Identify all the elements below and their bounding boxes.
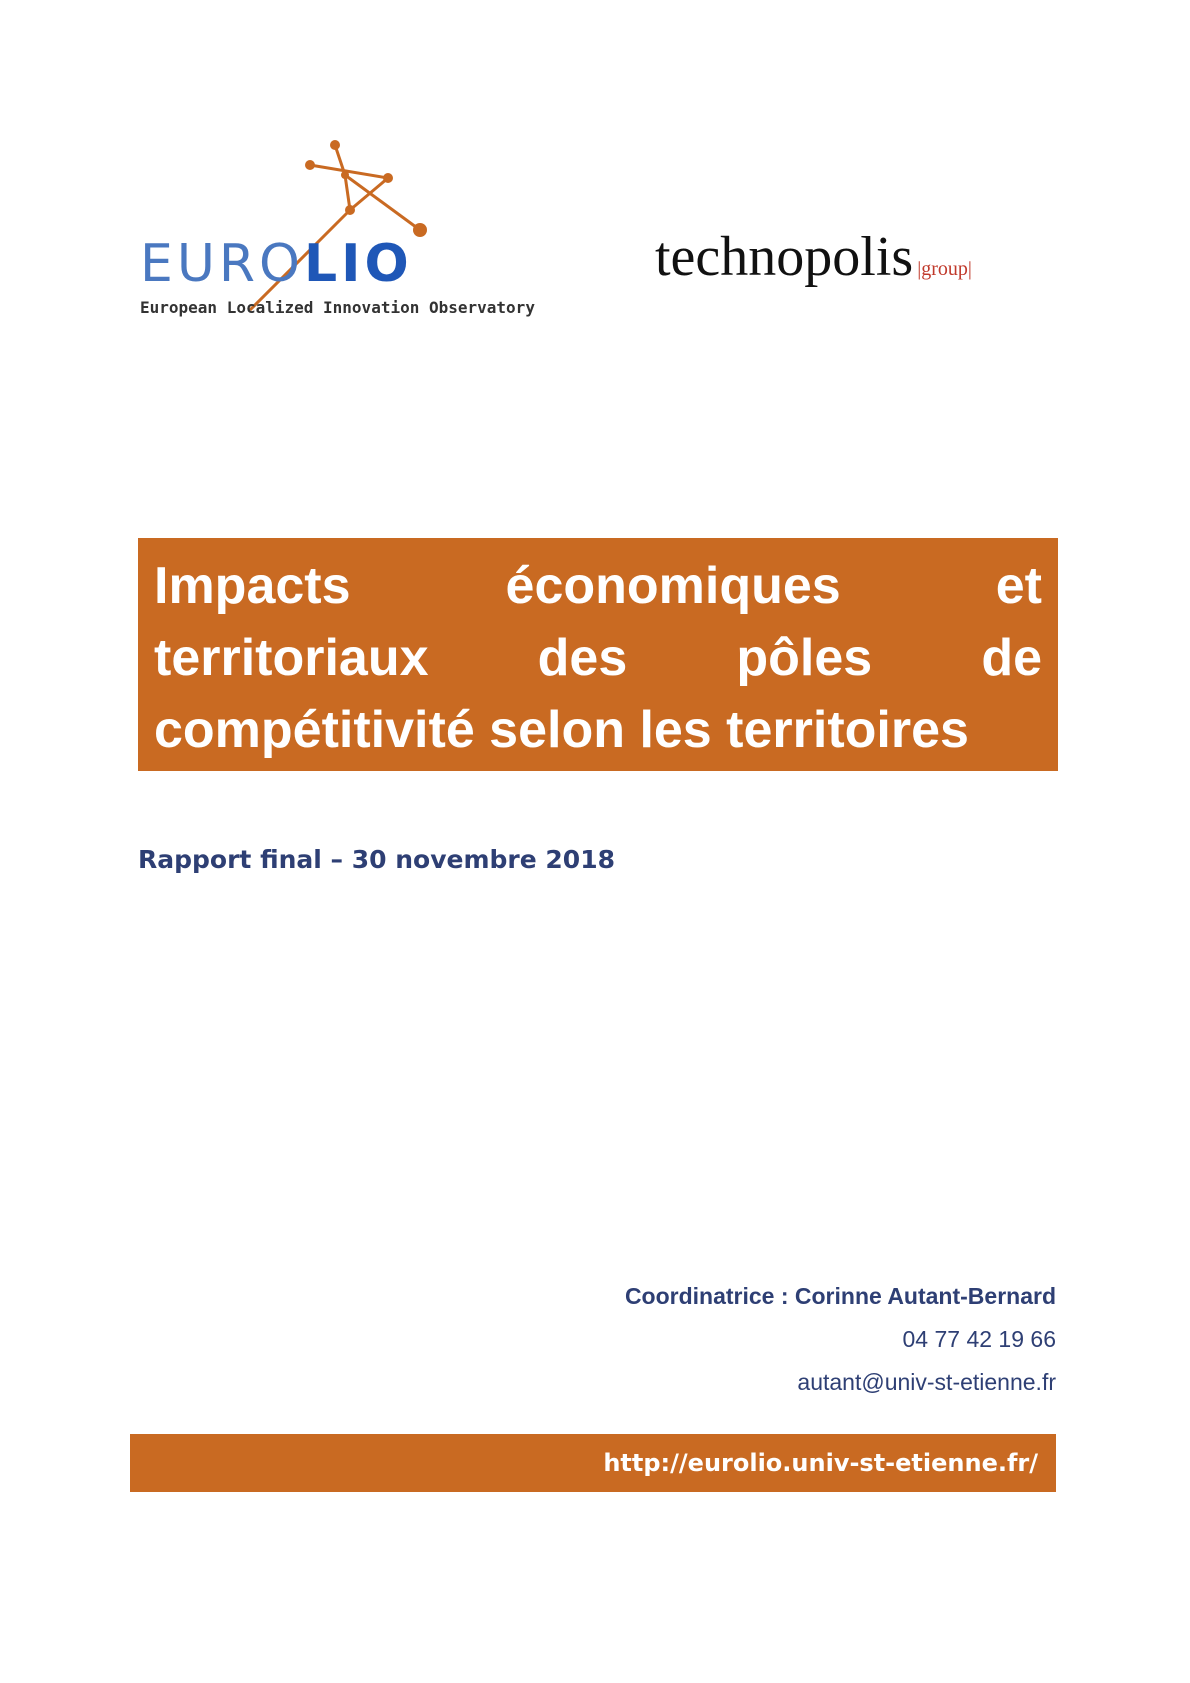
document-title: Impacts économiques et territoriaux des pôles de compétitivité selon les territoires: [154, 557, 1042, 759]
website-banner: [130, 1434, 1056, 1492]
email-address[interactable]: autant@univ-st-etienne.fr: [797, 1369, 1056, 1395]
eurolio-logo: [140, 140, 535, 320]
phone-number: 04 77 42 19 66: [902, 1326, 1056, 1352]
contact-block: [625, 1275, 1056, 1404]
technopolis-group-label: |group|: [917, 258, 972, 280]
title-banner: [138, 538, 1058, 771]
technopolis-wordmark: technopolis: [655, 226, 914, 288]
technopolis-logo: [655, 225, 972, 289]
eurolio-word-lio: LIO: [303, 234, 413, 294]
website-link[interactable]: http://eurolio.univ-st-etienne.fr/: [603, 1449, 1038, 1477]
eurolio-tagline: European Localized Innovation Observatory: [140, 298, 535, 317]
report-subtitle: Rapport final – 30 novembre 2018: [138, 845, 615, 874]
coordinator-line: Coordinatrice : Corinne Autant-Bernard: [624, 1283, 1056, 1309]
eurolio-word-euro: EURO: [140, 234, 304, 294]
eurolio-wordmark: [140, 234, 413, 294]
